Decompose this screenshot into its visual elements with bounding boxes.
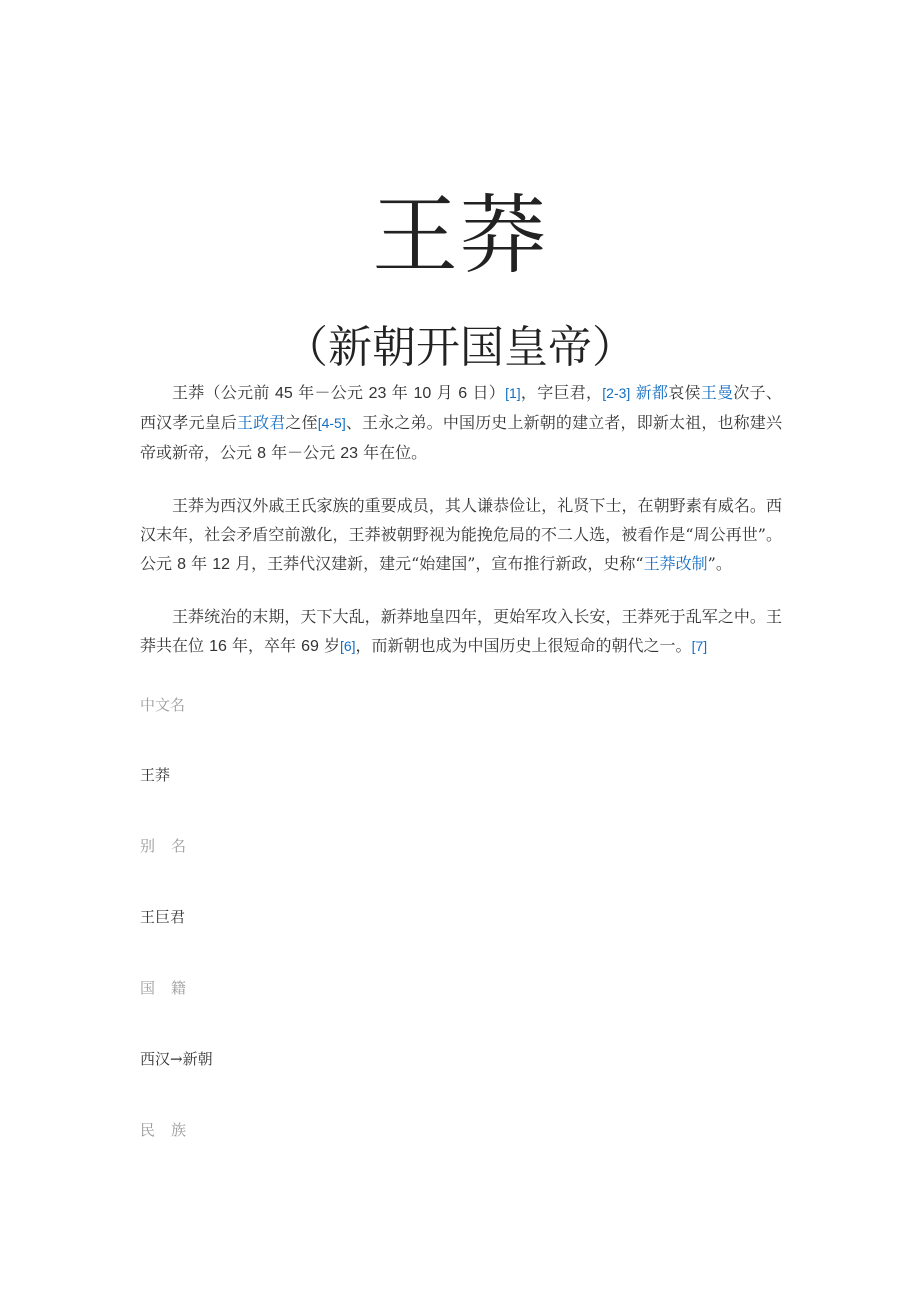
number: 23 [368,385,387,402]
info-value-nationality: 西汉→新朝 [140,1050,213,1068]
number: 16 [209,638,227,655]
page-subtitle: （新朝开国皇帝） [284,322,636,373]
text-run: 次子、西汉孝元皇后 [140,383,782,432]
text-run: 哀侯 [668,383,701,402]
reference-link[interactable]: [1] [505,385,521,401]
page-title: 王莽 [372,186,548,286]
paragraph-background [140,491,782,579]
text-run: ，字巨君， [520,383,603,402]
paragraph-intro [140,378,782,468]
reference-link[interactable]: [6] [339,638,356,654]
text-run: 年，卒年 [226,636,302,655]
info-label-ethnicity: 民族 [140,1121,203,1139]
number: 8 [257,445,266,462]
article-body [140,378,782,684]
text-run: 王莽统治的末期，天下大乱，新莽地皇四年，更始军攻入长安，王莽死于乱军之中。王莽共在位 [140,607,782,655]
link-xindu[interactable]: 新都 [635,383,669,402]
text-run: 年－公元 [292,383,369,402]
link-wang-mang-reform[interactable]: 王莽改制 [643,554,708,573]
text-run: 年 [386,383,414,402]
info-label-alias: 别名 [140,837,203,855]
number: 69 [301,638,319,655]
reference-link[interactable]: [2-3] [602,385,631,401]
text-run: 日） [467,383,506,402]
number: 12 [212,556,230,573]
text-run: 年在位。 [357,443,428,462]
text-run: ，而新朝也成为中国历史上很短命的朝代之一。 [355,636,692,655]
text-run: 岁 [318,636,340,655]
info-label-chinese-name: 中文名 [140,696,186,714]
text-run: ”。 [707,554,732,573]
number: 10 [413,385,432,402]
link-wang-zhengjun[interactable]: 王政君 [236,413,286,432]
text-run: 之侄 [285,413,318,432]
info-label-nationality: 国籍 [140,979,203,997]
reference-link[interactable]: [7] [691,638,708,654]
info-value-chinese-name: 王莽 [140,766,171,784]
number: 45 [275,385,293,402]
text-run: 月 [431,383,459,402]
text-run: 王莽为西汉外戚王氏家族的重要成员，其人谦恭俭让，礼贤下士，在朝野素有威名。西汉末年，社会矛盾空前激化，王莽被朝野视为能挽危局的不二人选，被看作是“周公再世”。公元 [140,496,782,573]
text-run: 王莽（公元前 [172,383,276,402]
number: 23 [340,445,358,462]
text-run: 、王永之弟。中国历史上新朝的建立者，即新太祖，也称建兴帝或新帝，公元 [140,413,782,462]
link-wang-man[interactable]: 王曼 [700,383,734,402]
text-run: 年－公元 [266,443,341,462]
number: 6 [458,385,468,402]
reference-link[interactable]: [4-5] [317,415,346,431]
paragraph-end [140,602,782,661]
text-run: 年 [186,554,213,573]
text-run: 月，王莽代汉建新，建元“始建国”，宣布推行新政，史称“ [229,554,644,573]
number: 8 [177,556,186,573]
info-value-alias: 王巨君 [140,908,186,926]
